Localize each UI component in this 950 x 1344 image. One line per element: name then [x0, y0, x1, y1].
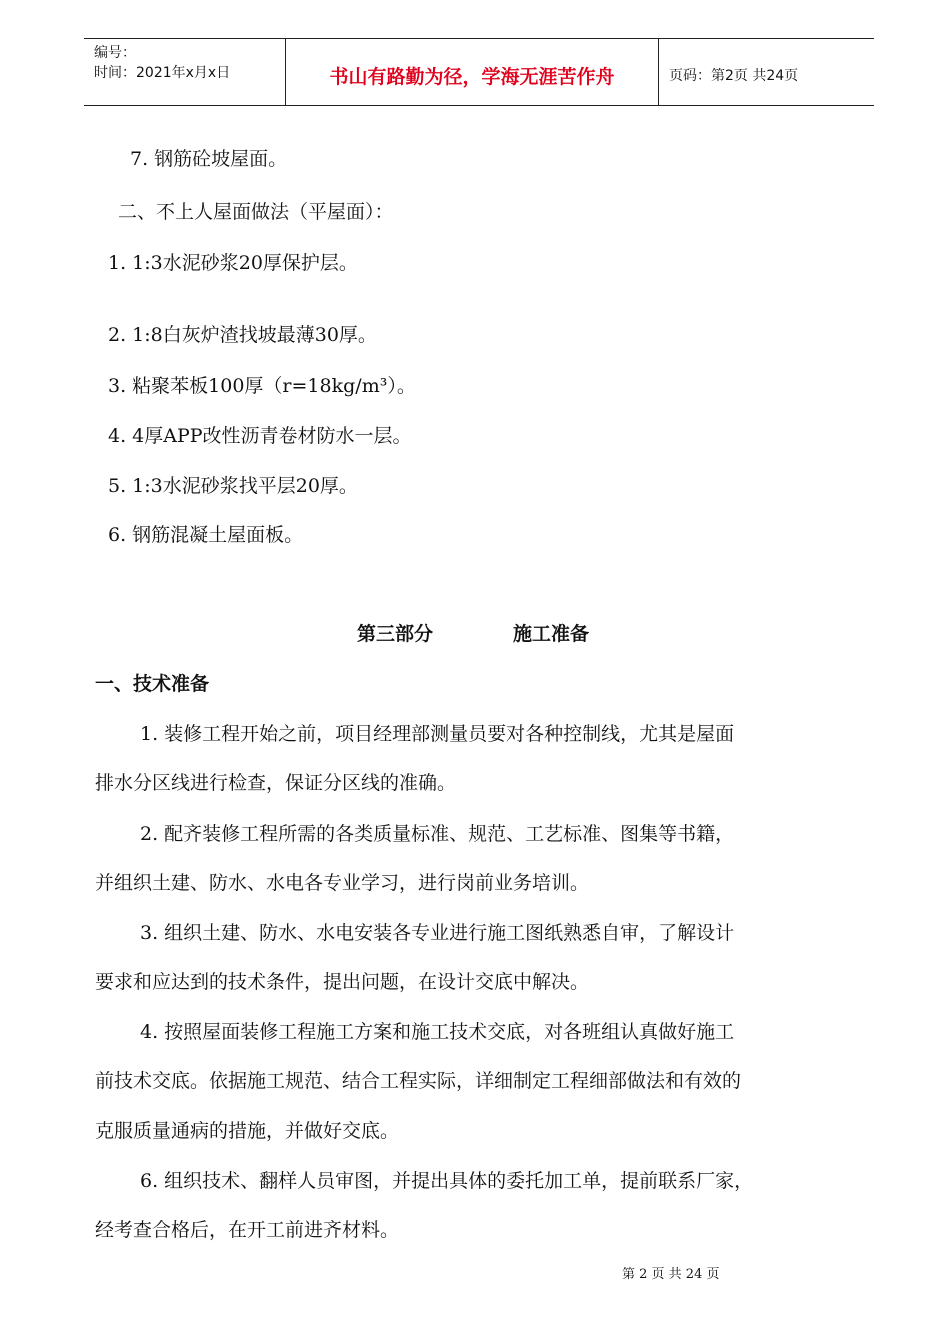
list-item: 2. 1:8白灰炉渣找坡最薄30厚。 — [108, 324, 377, 346]
paragraph-line: 4. 按照屋面装修工程施工方案和施工技术交底，对各班组认真做好施工 — [140, 1021, 735, 1043]
paragraph-line: 克服质量通病的措施，并做好交底。 — [95, 1120, 400, 1142]
paragraph-line: 2. 配齐装修工程所需的各类质量标准、规范、工艺标准、图集等书籍， — [140, 823, 735, 845]
page-header — [84, 38, 874, 106]
header-page-label: 页码：第2页 共24页 — [669, 68, 799, 84]
document-date-label: 时间：2021年x月x日 — [94, 65, 231, 81]
part-subtitle: 施工准备 — [513, 623, 590, 645]
paragraph-line: 排水分区线进行检查，保证分区线的准确。 — [95, 772, 457, 794]
paragraph-line: 1. 装修工程开始之前，项目经理部测量员要对各种控制线，尤其是屋面 — [140, 723, 735, 745]
list-item: 6. 钢筋混凝土屋面板。 — [108, 524, 304, 546]
paragraph-line: 经考查合格后，在开工前进齐材料。 — [95, 1219, 400, 1241]
paragraph-line: 要求和应达到的技术条件，提出问题，在设计交底中解决。 — [95, 971, 590, 993]
part-title: 第三部分 — [357, 623, 434, 645]
paragraph-line: 前技术交底。依据施工规范、结合工程实际，详细制定工程细部做法和有效的 — [95, 1070, 742, 1092]
section-title: 二、不上人屋面做法（平屋面）： — [118, 201, 394, 223]
list-item: 7. 钢筋砼坡屋面。 — [130, 148, 288, 170]
document-number-label: 编号： — [94, 45, 136, 61]
list-item: 4. 4厚APP改性沥青卷材防水一层。 — [108, 425, 412, 447]
paragraph-line: 6. 组织技术、翻样人员审图，并提出具体的委托加工单，提前联系厂家， — [140, 1170, 754, 1192]
header-meta — [84, 39, 286, 105]
paragraph-line: 3. 组织土建、防水、水电安装各专业进行施工图纸熟悉自审，了解设计 — [140, 922, 735, 944]
section-heading: 一、技术准备 — [95, 673, 210, 695]
list-item: 1. 1:3水泥砂浆20厚保护层。 — [108, 252, 358, 274]
paragraph-line: 并组织土建、防水、水电各专业学习，进行岗前业务培训。 — [95, 872, 590, 894]
list-item: 5. 1:3水泥砂浆找平层20厚。 — [108, 475, 358, 497]
header-motto: 书山有路勤为径，学海无涯苦作舟 — [286, 39, 659, 105]
list-item: 3. 粘聚苯板100厚（r=18kg/m³）。 — [108, 375, 416, 397]
page-footer: 第 2 页 共 24 页 — [622, 1267, 720, 1282]
